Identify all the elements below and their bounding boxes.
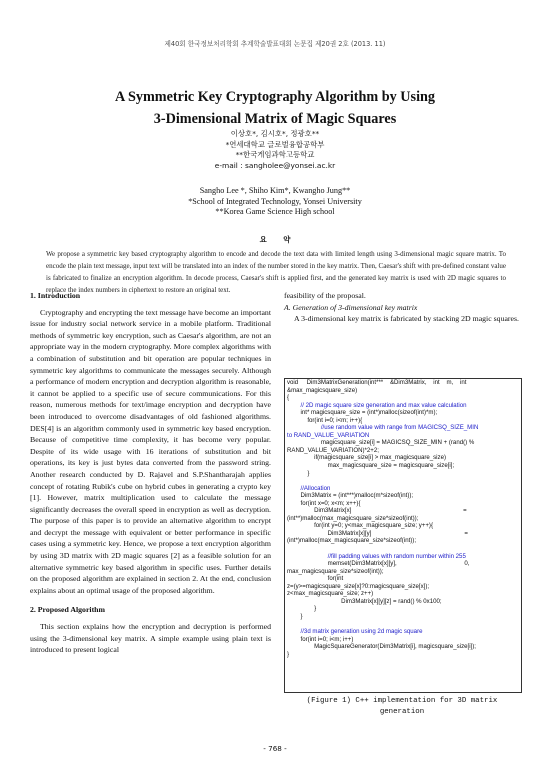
- code-listing: [284, 378, 522, 693]
- authors-kr-affil-2: **한국게임과학고등학교: [235, 150, 315, 159]
- code-line: MagicSquareGenerator(Dim3Matrix[i], magicsquare_size[i]);: [287, 643, 476, 651]
- authors-english: [0, 186, 550, 218]
- code-line: z<max_magicsquare_size; z++): [287, 590, 374, 598]
- authors-en-affil-2: **Korea Game Science High school: [215, 207, 335, 216]
- code-line: // 2D magic square size generation and max value calculation: [287, 401, 467, 409]
- page-number: - 768 -: [263, 744, 287, 753]
- code-line: to RAND_VALUE_VARIATION: [287, 431, 370, 439]
- code-line: [285, 477, 521, 485]
- code-line: for(int x=0; x<m; x++){: [287, 499, 361, 507]
- paper-title: [0, 86, 550, 130]
- code-line: Dim3Matrix[x] =: [287, 507, 467, 515]
- proposed-algorithm-paragraph: This section explains how the encryption and decryption is performed using the 3-dimensional key matrix. A simple example using plain text is introduced to present logical: [30, 622, 271, 655]
- right-column: [284, 290, 522, 325]
- authors-kr-affil-1: *연세대학교 글로벌융합공학부: [225, 139, 325, 149]
- code-line: for(int i=0; i<m; i++){: [287, 416, 363, 424]
- code-line: }: [287, 612, 303, 620]
- authors-korean: [0, 129, 550, 171]
- code-line: Dim3Matrix[x][y] =: [287, 529, 468, 537]
- code-line: for(int i=0; i<m; i++): [287, 635, 354, 643]
- code-line: //fill padding values with random number within 255: [287, 552, 466, 560]
- code-line: for(int: [287, 575, 344, 583]
- code-line: [285, 621, 521, 629]
- code-line: max_magicsquare_size*sizeof(int));: [287, 567, 384, 575]
- code-line: (int*)malloc(max_magicsquare_size*sizeof(int));: [287, 537, 417, 545]
- code-line: for(int y=0; y<max_magicsquare_size; y++){: [287, 522, 433, 530]
- title-line-2: 3-Dimensional Matrix of Magic Squares: [153, 111, 397, 127]
- code-line: {: [287, 394, 290, 402]
- code-line: //3d matrix generation using 2d magic square: [287, 628, 423, 636]
- figure-caption: (Figure 1) C++ implementation for 3D matrix generation: [306, 697, 498, 716]
- abstract-text: We propose a symmetric key based cryptography algorithm to encode and decode the text data with limited length using 3-dimensional magic square matrix. To encode the plain text message, input text will be translated into an index of the number stored in the key matrix. Then, Caesar's shift with pre-defined constant value is fabricated to finalize an encryption algorithm. In decode process, Caesar's shift is applied first, and the generated key matrix is used with 2D magic squares to replace the index numbers in ciphertext to restore an original text.: [46, 250, 506, 294]
- code-line: [285, 545, 521, 553]
- code-line: void Dim3MatrixGeneration(int*** &Dim3Matrix, int m, int: [287, 379, 467, 386]
- subsection-paragraph: A 3-dimensional key matrix is fabricated by stacking 2D magic squares.: [294, 314, 519, 324]
- abstract-heading: 요 약: [259, 235, 291, 244]
- code-line: if(magicsquare_size[i] > max_magicsquare_size): [287, 454, 447, 462]
- subsection-heading: A. Generation of 3-dimensional key matrix: [284, 302, 418, 312]
- code-line: Dim3Matrix[x][y][z] = rand() % 0x100;: [287, 597, 442, 605]
- code-line: z=(y>=magicsquare_size[x]?0:magicsquare_size[x]);: [287, 582, 430, 590]
- code-line: }: [287, 469, 310, 477]
- code-line: }: [287, 605, 317, 613]
- feasibility-text: feasibility of the proposal.: [284, 291, 366, 300]
- code-line: RAND_VALUE_VARIATION)*2+2;: [287, 446, 379, 454]
- code-line: (int**)malloc(max_magicsquare_size*sizeof(int));: [287, 514, 419, 522]
- code-line: }: [287, 650, 290, 658]
- title-line-1: A Symmetric Key Cryptography Algorithm by Using: [115, 89, 435, 105]
- code-line: memset(Dim3Matrix[x][y], 0,: [287, 560, 470, 568]
- left-column: [30, 290, 271, 656]
- authors-kr-names: 이상호*, 김시호*, 정광호**: [230, 129, 320, 138]
- authors-kr-email: e-mail : sangholee@yonsei.ac.kr: [214, 160, 336, 170]
- code-line: int* magicsquare_size = (int*)malloc(sizeof(int)*m);: [287, 409, 438, 417]
- code-line: Dim3Matrix = (int***)malloc(m*sizeof(int));: [287, 492, 414, 500]
- code-line: max_magicsquare_size = magicsquare_size[i];: [287, 462, 455, 470]
- section-proposed-algorithm-heading: 2. Proposed Algorithm: [30, 605, 106, 615]
- introduction-paragraph: Cryptography and encrypting the text message have become an important issue for industry social network service in a mobile platform. Traditional methods of symmetric key encryption, such as Caesar's algorithm, are not an appropriate way in the modern cryptography. More complex algorithms with a combination of substitution and bit operation are popular techniques in symmetric key algorithms to communicate the messages securely. Although a performance of modern encryption and decryption algorithm is reasonable, it cannot be applied to a specific use of secure communications. For this reason, numerous methods for text/image encryption and decryption have been introduced to overcome disadvantages of old fashioned algorithms. DES[4] is an algorithm commonly used in symmetric key based encryption. Because of competitive time complexity, it has become very popular. Despite of its wide usage with 16 iterations of substitution and bit operations, its key is just bytes data converted from the password string. Another research conducted by D. Rajavel and S.P.Shantharajah applies concept of rotating Rubik's cube on hybrid cubes in generating a crypto key [1]. However, matrix multiplication used to calculate the message significantly decreases the overall speed in encryption as well as decryption. The purpose of this paper is to provide an alternative algorithm to encrypt and decrypt the message with equivalent or better performance in specific cases using a symmetric key. Hence, we propose a text encryption algorithm by using 3D matrix with 2D magic squares [2] as a feasible solution for an alternative symmetric key based algorithm in specific uses. Further details on the proposed algorithm are explained in section 2. At the end, conclusion explains about an optimal usage of the proposed algorithm.: [30, 307, 271, 595]
- code-line: &max_magicsquare_size): [287, 386, 358, 394]
- running-header: 제40회 한국정보처리학회 추계학술발표대회 논문집 제20권 2호 (2013. 11): [164, 40, 386, 48]
- authors-en-affil-1: *School of Integrated Technology, Yonsei University: [188, 196, 362, 206]
- code-line: magicsquare_size[i] = MAGICSQ_SIZE_MIN + (rand() %: [287, 439, 475, 447]
- section-introduction-heading: 1. Introduction: [30, 291, 81, 300]
- code-line: //use random value with range from MAGICSQ_SIZE_MIN: [287, 424, 479, 432]
- code-line: //Allocation: [287, 484, 331, 492]
- authors-en-names: Sangho Lee *, Shiho Kim*, Kwangho Jung**: [199, 186, 351, 195]
